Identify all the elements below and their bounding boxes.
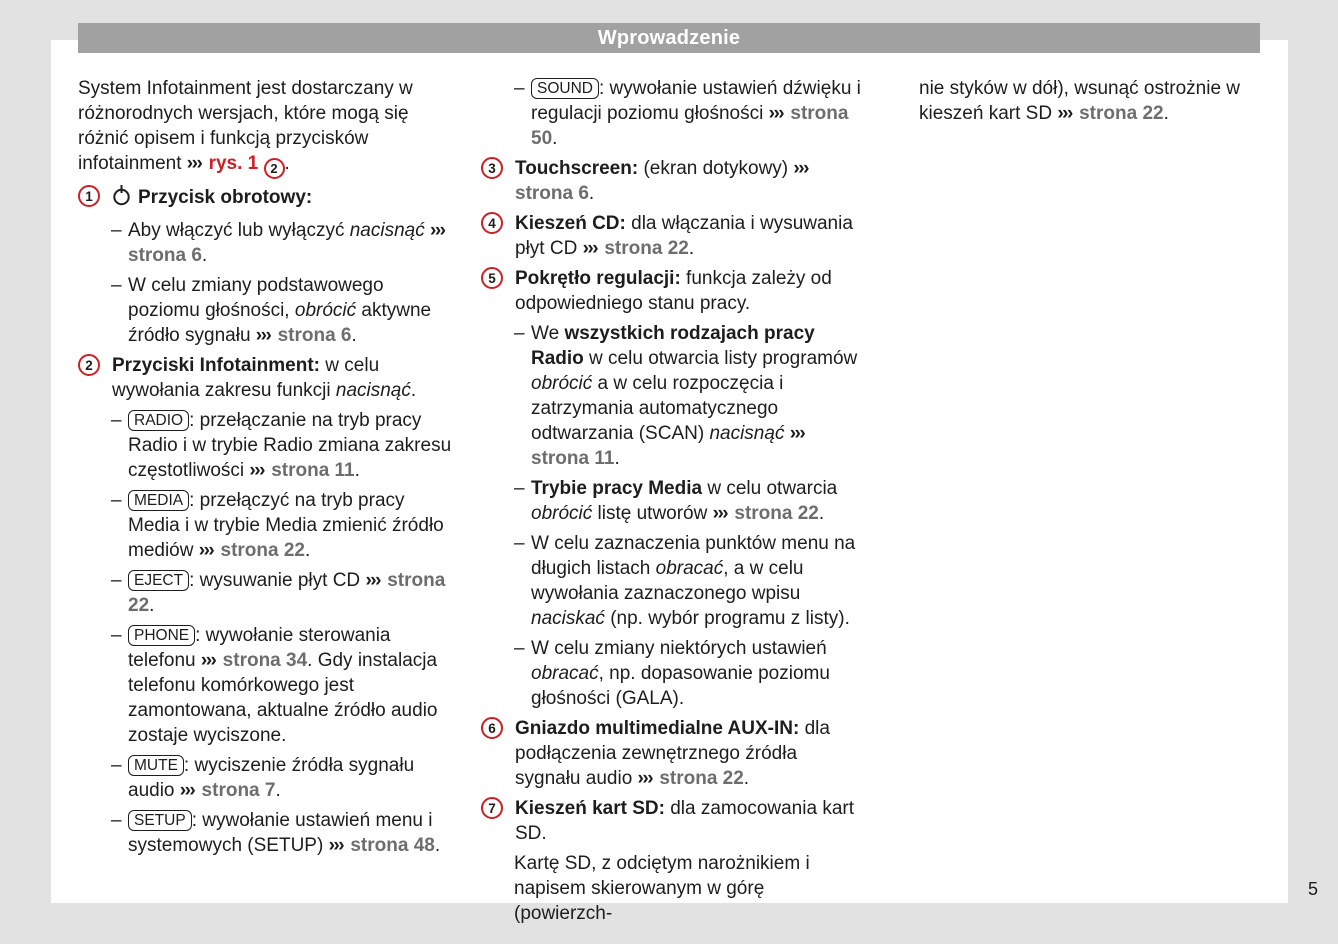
dash-bullet: – bbox=[514, 78, 525, 99]
bold-text: Przyciski Infotainment: bbox=[112, 355, 320, 376]
cross-reference-arrow: ››› bbox=[793, 158, 808, 179]
numbered-item bbox=[78, 184, 458, 213]
body-text: : wywołanie ustawień dźwięku i regulacji poziomu głośności bbox=[531, 78, 861, 124]
italic-text: obrócić bbox=[531, 503, 593, 524]
dash-item-text bbox=[531, 76, 866, 151]
chapter-title: Wprowadzenie bbox=[597, 26, 741, 49]
body-text: . bbox=[818, 503, 825, 524]
page-reference: strona 22 bbox=[659, 768, 744, 789]
bold-text: Pokrętło regulacji: bbox=[515, 268, 681, 289]
body-text: W celu zmiany podstawowego poziomu głośności, bbox=[128, 275, 384, 321]
dash-bullet: – bbox=[514, 478, 525, 499]
item-number-badge: 1 bbox=[78, 185, 100, 207]
body-text: a w celu rozpoczęcia i zatrzymania automatycznego odtwarzania (SCAN) bbox=[531, 373, 784, 444]
item-number-badge: 4 bbox=[481, 212, 503, 234]
body-text: : wywołanie sterowania telefonu bbox=[128, 625, 391, 671]
bold-text: Przycisk obrotowy: bbox=[138, 187, 313, 208]
dash-item-text bbox=[128, 753, 458, 803]
italic-text: nacisnąć bbox=[709, 423, 785, 444]
numbered-item bbox=[78, 353, 458, 403]
body-text: , np. dopasowanie poziomu głośności (GALA). bbox=[531, 663, 830, 709]
page-reference: strona 22 bbox=[128, 570, 446, 616]
page-reference: strona 22 bbox=[220, 540, 305, 561]
italic-text: nacisnąć bbox=[349, 220, 425, 241]
cross-reference-arrow: ››› bbox=[582, 238, 598, 259]
dash-bullet: – bbox=[111, 410, 122, 431]
dash-list-item bbox=[481, 321, 866, 471]
cross-reference-arrow: ››› bbox=[200, 650, 216, 671]
body-text: w celu wywołania zakresu funkcji bbox=[112, 355, 380, 401]
cross-reference-arrow: ››› bbox=[255, 325, 271, 346]
cross-reference-arrow: ››› bbox=[789, 423, 805, 444]
dash-bullet: – bbox=[111, 490, 122, 511]
dash-item-text bbox=[531, 321, 866, 471]
page-reference: strona 6 bbox=[128, 245, 202, 266]
page-reference: strona 6 bbox=[277, 325, 352, 346]
dash-bullet: – bbox=[514, 533, 525, 554]
body-text: . bbox=[275, 780, 281, 801]
page-reference: strona 22 bbox=[604, 238, 689, 259]
dash-list-item bbox=[481, 636, 866, 711]
button-keycap-mute: MUTE bbox=[128, 755, 184, 776]
cross-reference-arrow: ››› bbox=[768, 103, 784, 124]
bold-text: wszystkich rodzajach pracy Radio bbox=[531, 323, 815, 369]
body-text: dla włączania i wysuwania płyt CD bbox=[515, 213, 853, 259]
cross-reference-arrow: ››› bbox=[249, 460, 264, 481]
column-1 bbox=[78, 76, 458, 931]
dash-list-item bbox=[78, 568, 458, 618]
body-text: nie styków w dół), wsunąć ostrożnie w kieszeń kart SD bbox=[919, 78, 1241, 124]
body-text: Kartę SD, z odciętym narożnikiem i napisem skierowanym w górę (powierzch- bbox=[514, 853, 810, 924]
paragraph-text bbox=[919, 76, 1291, 126]
dash-bullet: – bbox=[111, 275, 122, 296]
item-number-badge: 2 bbox=[78, 354, 100, 376]
item-number-badge: 6 bbox=[481, 717, 503, 739]
italic-text: obracać bbox=[531, 663, 599, 684]
body-text: W celu zaznaczenia punktów menu na długich listach bbox=[531, 533, 856, 579]
paragraph-text bbox=[78, 76, 458, 179]
dash-item-text bbox=[128, 568, 458, 618]
dash-list-item bbox=[481, 531, 866, 631]
numbered-item bbox=[481, 211, 866, 261]
body-text: . bbox=[434, 835, 441, 856]
body-text: (ekran dotykowy) bbox=[638, 158, 794, 179]
item-text bbox=[515, 266, 866, 316]
paragraph bbox=[919, 76, 1291, 126]
body-text: . bbox=[410, 380, 417, 401]
continuation-paragraph bbox=[481, 851, 866, 926]
chapter-header-bar bbox=[78, 23, 1260, 53]
body-text: listę utworów bbox=[592, 503, 713, 524]
item-text bbox=[112, 184, 458, 213]
bold-text: Gniazdo multimedialne AUX-IN: bbox=[515, 718, 800, 739]
dash-list-item bbox=[78, 623, 458, 748]
body-text: . bbox=[588, 183, 595, 204]
body-text: : przełączyć na tryb pracy Media i w trybie Media zmienić źródło mediów bbox=[128, 490, 444, 561]
body-text: dla zamocowania kart SD. bbox=[515, 798, 854, 844]
button-keycap-setup: SETUP bbox=[128, 810, 192, 831]
button-keycap-phone: PHONE bbox=[128, 625, 195, 646]
cross-reference-arrow: ››› bbox=[637, 768, 653, 789]
body-text bbox=[258, 153, 263, 174]
item-number-badge: 7 bbox=[481, 797, 503, 819]
numbered-item bbox=[481, 796, 866, 846]
button-keycap-radio: RADIO bbox=[128, 410, 189, 431]
column-3 bbox=[919, 76, 1291, 931]
body-text: : wyciszenie źródła sygnału audio bbox=[128, 755, 415, 801]
cross-reference-arrow: ››› bbox=[328, 835, 344, 856]
cross-reference-arrow: ››› bbox=[198, 540, 214, 561]
body-text: : wywołanie ustawień menu i systemowych (SETUP) bbox=[128, 810, 433, 856]
body-text: . Gdy instalacja telefonu komórkowego jest zamontowana, aktualne źródło audio zostaje wyciszone. bbox=[128, 650, 438, 746]
dash-bullet: – bbox=[514, 638, 525, 659]
dash-bullet: – bbox=[111, 755, 122, 776]
body-text: System Infotainment jest dostarczany w różnorodnych wersjach, które mogą się różnić opisem i funkcją przycisków infotainment bbox=[78, 78, 413, 174]
italic-text: obrócić bbox=[294, 300, 357, 321]
page-reference: strona 48 bbox=[350, 835, 435, 856]
text-columns bbox=[78, 76, 1290, 931]
item-text bbox=[515, 211, 866, 261]
page-number: 5 bbox=[1307, 879, 1318, 899]
item-number-badge: 3 bbox=[481, 157, 503, 179]
page-reference: strona 50 bbox=[531, 103, 849, 149]
page-reference: strona 11 bbox=[271, 460, 355, 481]
page-reference: strona 11 bbox=[531, 448, 615, 469]
dash-item-text bbox=[128, 408, 458, 483]
dash-list-item bbox=[78, 273, 458, 348]
dash-item-text bbox=[128, 808, 458, 858]
cross-reference-arrow: ››› bbox=[186, 153, 202, 174]
dash-item-text bbox=[128, 623, 458, 748]
page-reference: strona 22 bbox=[1079, 103, 1164, 124]
dash-item-text bbox=[531, 476, 866, 526]
dash-item-text bbox=[128, 273, 458, 348]
body-text: . bbox=[351, 325, 357, 346]
italic-text: obracać bbox=[655, 558, 724, 579]
page-reference: strona 22 bbox=[734, 503, 819, 524]
cross-reference-arrow: ››› bbox=[712, 503, 728, 524]
body-text: dla podłączenia zewnętrznego źródła sygnału audio bbox=[515, 718, 830, 789]
dash-item-text bbox=[531, 636, 866, 711]
numbered-item bbox=[481, 716, 866, 791]
italic-text: obrócić bbox=[531, 373, 593, 394]
numbered-item bbox=[481, 266, 866, 316]
dash-item-text bbox=[128, 218, 458, 268]
dash-bullet: – bbox=[111, 810, 122, 831]
dash-list-item bbox=[78, 408, 458, 483]
button-keycap-media: MEDIA bbox=[128, 490, 189, 511]
figure-reference: rys. 1 bbox=[208, 153, 259, 174]
item-text bbox=[515, 796, 866, 846]
body-text: Aby włączyć lub wyłączyć bbox=[128, 220, 350, 241]
body-text: We bbox=[531, 323, 565, 344]
body-text: . bbox=[354, 460, 360, 481]
item-text bbox=[515, 156, 866, 206]
dash-bullet: – bbox=[514, 323, 525, 344]
dash-list-item bbox=[78, 753, 458, 803]
item-text bbox=[515, 716, 866, 791]
bold-text: Touchscreen: bbox=[515, 158, 639, 179]
body-text: : przełączanie na tryb pracy Radio i w trybie Radio zmiana zakresu częstotliwości bbox=[128, 410, 452, 481]
body-text: . bbox=[614, 448, 620, 469]
item-text bbox=[112, 353, 458, 403]
bold-text: Kieszeń CD: bbox=[515, 213, 626, 234]
body-text: . bbox=[149, 595, 155, 616]
dash-item-text bbox=[531, 531, 866, 631]
paragraph bbox=[78, 76, 458, 179]
dash-bullet: – bbox=[111, 220, 122, 241]
column-2 bbox=[481, 76, 866, 931]
body-text bbox=[784, 423, 789, 444]
italic-text: naciskać bbox=[531, 608, 605, 629]
cross-reference-arrow: ››› bbox=[179, 780, 195, 801]
dash-list-item bbox=[481, 76, 866, 151]
page-reference: strona 7 bbox=[201, 780, 276, 801]
bold-text: Trybie pracy Media bbox=[531, 478, 703, 499]
paragraph-text bbox=[514, 851, 866, 926]
dash-bullet: – bbox=[111, 570, 122, 591]
page-reference: strona 6 bbox=[515, 183, 589, 204]
body-text: aktywne źródło sygnału bbox=[128, 300, 432, 346]
item-number-badge: 5 bbox=[481, 267, 503, 289]
dash-bullet: – bbox=[111, 625, 122, 646]
cross-reference-arrow: ››› bbox=[430, 220, 445, 241]
dash-list-item bbox=[78, 218, 458, 268]
bold-text: Kieszeń kart SD: bbox=[515, 798, 665, 819]
numbered-item bbox=[481, 156, 866, 206]
body-text: . bbox=[201, 245, 208, 266]
dash-list-item bbox=[481, 476, 866, 526]
body-text: funkcja zależy od odpowiedniego stanu pracy. bbox=[515, 268, 832, 314]
dash-item-text bbox=[128, 488, 458, 563]
body-text: : wysuwanie płyt CD bbox=[189, 570, 366, 591]
dash-list-item bbox=[78, 488, 458, 563]
dash-list-item bbox=[78, 808, 458, 858]
button-keycap-sound: SOUND bbox=[531, 78, 599, 99]
body-text: . bbox=[688, 238, 695, 259]
body-text: . bbox=[743, 768, 750, 789]
body-text: w celu otwarcia bbox=[702, 478, 838, 499]
body-text: (np. wybór programu z listy). bbox=[604, 608, 850, 629]
rotary-knob-icon bbox=[112, 184, 131, 213]
body-text: . bbox=[305, 540, 311, 561]
italic-text: nacisnąć bbox=[335, 380, 411, 401]
body-text: , a w celu wywołania zaznaczonego wpisu bbox=[531, 558, 804, 604]
page-reference: strona 34 bbox=[222, 650, 308, 671]
cross-reference-arrow: ››› bbox=[1057, 103, 1072, 124]
circled-number: 2 bbox=[264, 158, 285, 179]
body-text: . bbox=[552, 128, 558, 149]
button-keycap-eject: EJECT bbox=[128, 570, 189, 591]
body-text: . bbox=[284, 153, 290, 174]
body-text: . bbox=[1163, 103, 1169, 124]
cross-reference-arrow: ››› bbox=[365, 570, 380, 591]
body-text: w celu otwarcia listy programów bbox=[583, 348, 858, 369]
body-text: W celu zmiany niektórych ustawień bbox=[531, 638, 827, 659]
